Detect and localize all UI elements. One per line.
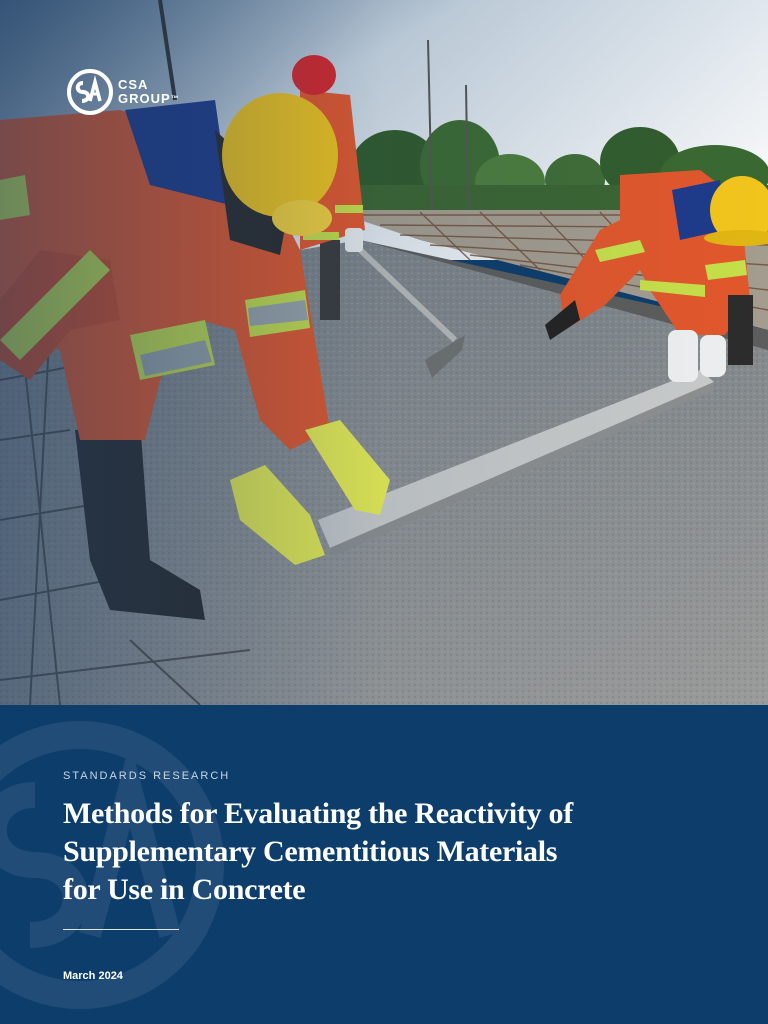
title-line: for Use in Concrete: [63, 873, 306, 906]
publication-date: March 2024: [63, 970, 123, 982]
trademark-mark: ™: [170, 94, 180, 103]
title-line: Supplementary Cementitious Materials: [63, 835, 558, 868]
csa-group-logo: [66, 68, 180, 116]
logo-text-csa: CSA: [118, 77, 149, 92]
eyebrow-label: STANDARDS RESEARCH: [63, 770, 231, 782]
document-title: [63, 795, 683, 909]
csa-seal-icon: [66, 68, 114, 116]
title-panel: [0, 705, 768, 1024]
title-line: Methods for Evaluating the Reactivity of: [63, 797, 573, 830]
title-divider: [63, 929, 179, 930]
logo-text-group: GROUP: [118, 91, 171, 106]
